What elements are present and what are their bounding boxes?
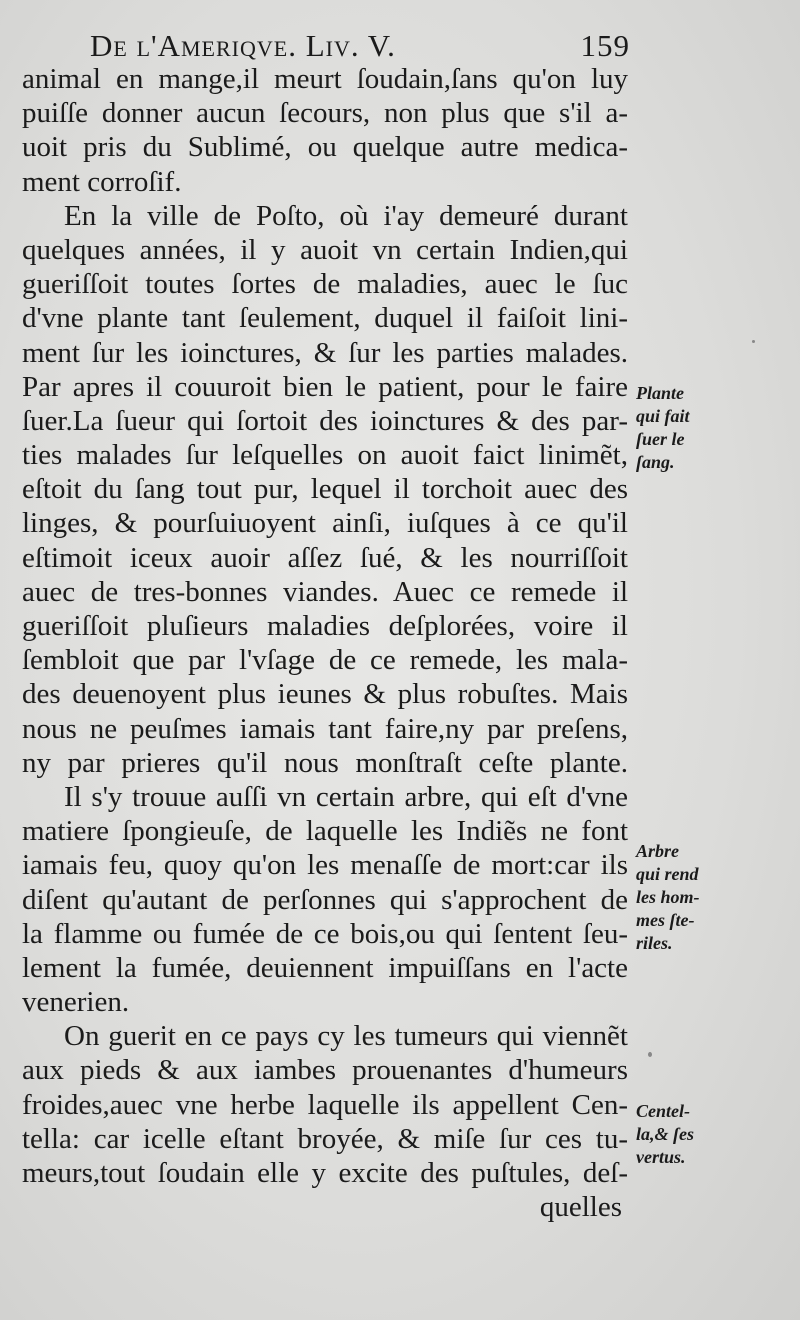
text-line: diſent qu'autant de perſonnes qui s'approchent de	[22, 883, 628, 916]
marginal-note-line: qui rend	[636, 864, 699, 884]
text-line: ties malades ſur leſquelles on auoit faict linimẽt,	[22, 439, 628, 472]
marginal-note-line: ſang.	[636, 452, 675, 472]
marginal-note-line: riles.	[636, 933, 673, 953]
text-line: eſtimoit iceux auoir aſſez ſué, & les nourriſſoit	[22, 541, 628, 574]
marginal-note-line: la,& ſes	[636, 1124, 694, 1144]
marginal-note-line: Arbre	[636, 841, 680, 861]
marginal-note	[636, 1100, 786, 1169]
text-line: Il s'y trouue auſſi vn certain arbre, qui eſt d'vne	[64, 780, 628, 813]
ink-speck	[752, 340, 755, 343]
text-line: des deuenoyent plus ieunes & plus robuſtes. Mais	[22, 678, 628, 711]
text-line: aux pieds & aux iambes prouenantes d'humeurs	[22, 1054, 628, 1087]
text-line: ment corroſif.	[22, 165, 182, 198]
text-line: lement la fumée, deuiennent impuiſſans en l'acte	[22, 951, 628, 984]
text-line: ſuer.La ſueur qui ſortoit des ioinctures & des par-	[22, 404, 628, 437]
text-line: gueriſſoit pluſieurs maladies deſplorées, voire il	[22, 610, 628, 642]
text-line: la flamme ou fumée de ce bois,ou qui ſentent ſeu-	[22, 917, 628, 950]
text-line: uoit pris du Sublimé, ou quelque autre medica-	[22, 131, 628, 164]
text-line: meurs,tout ſoudain elle y excite des puſtules, deſ-	[22, 1157, 628, 1189]
text-line: quelques années, il y auoit vn certain Indien,qui	[22, 233, 628, 266]
text-line: froides,auec vne herbe laquelle ils appellent Cen-	[22, 1088, 628, 1121]
text-line: gueriſſoit toutes ſortes de maladies, auec le ſuc	[22, 268, 628, 301]
marginal-note-line: vertus.	[636, 1147, 686, 1167]
text-line: d'vne plante tant ſeulement, duquel il faiſoit lini-	[22, 302, 628, 335]
text-line: auec de tres-bonnes viandes. Auec ce remede il	[22, 575, 628, 608]
marginal-note-line: les hom-	[636, 887, 700, 907]
ink-speck	[648, 1052, 652, 1057]
marginal-note-line: mes ſte-	[636, 910, 695, 930]
text-line: ny par prieres qu'il nous monſtraſt ceſte plante.	[22, 746, 628, 779]
page-number: 159	[580, 28, 630, 63]
main-text	[22, 62, 628, 1224]
text-line: linges, & pourſuiuoyent ainſi, iuſques à ce qu'il	[22, 507, 628, 540]
text-line: Par apres il couuroit bien le patient, pour le faire	[22, 370, 628, 403]
text-line: ment ſur les ioinctures, & ſur les parties malades.	[22, 336, 628, 369]
marginal-note-line: Plante	[636, 383, 684, 403]
text-line: tella: car icelle eſtant broyée, & miſe ſur ces tu-	[22, 1122, 628, 1155]
text-line: On guerit en ce pays cy les tumeurs qui viennẽt	[64, 1020, 628, 1053]
running-title: De l'Ameriqve. Liv. V.	[90, 28, 396, 63]
marginal-note	[636, 840, 786, 955]
text-line: En la ville de Poſto, où i'ay demeuré durant	[64, 199, 628, 232]
marginal-note-line: qui fait	[636, 406, 690, 426]
text-line: animal en mange,il meurt ſoudain,ſans qu'on luy	[22, 63, 628, 95]
text-line: matiere ſpongieuſe, de laquelle les Indiẽs ne font	[22, 815, 628, 848]
text-line: eſtoit du ſang tout pur, lequel il torchoit auec des	[22, 473, 628, 506]
marginal-note-line: ſuer le	[636, 429, 685, 449]
text-line: nous ne peuſmes iamais tant faire,ny par preſens,	[22, 712, 628, 745]
marginal-note	[636, 382, 786, 474]
marginal-note-line: Centel-	[636, 1101, 690, 1121]
text-line: ſembloit que par l'vſage de ce remede, les mala-	[22, 644, 628, 677]
catchword: quelles	[539, 1191, 622, 1224]
text-line: iamais feu, quoy qu'on les menaſſe de mort:car ils	[22, 849, 628, 882]
text-line: puiſſe donner aucun ſecours, non plus que s'il a-	[22, 97, 628, 130]
text-line: venerien.	[22, 986, 130, 1019]
